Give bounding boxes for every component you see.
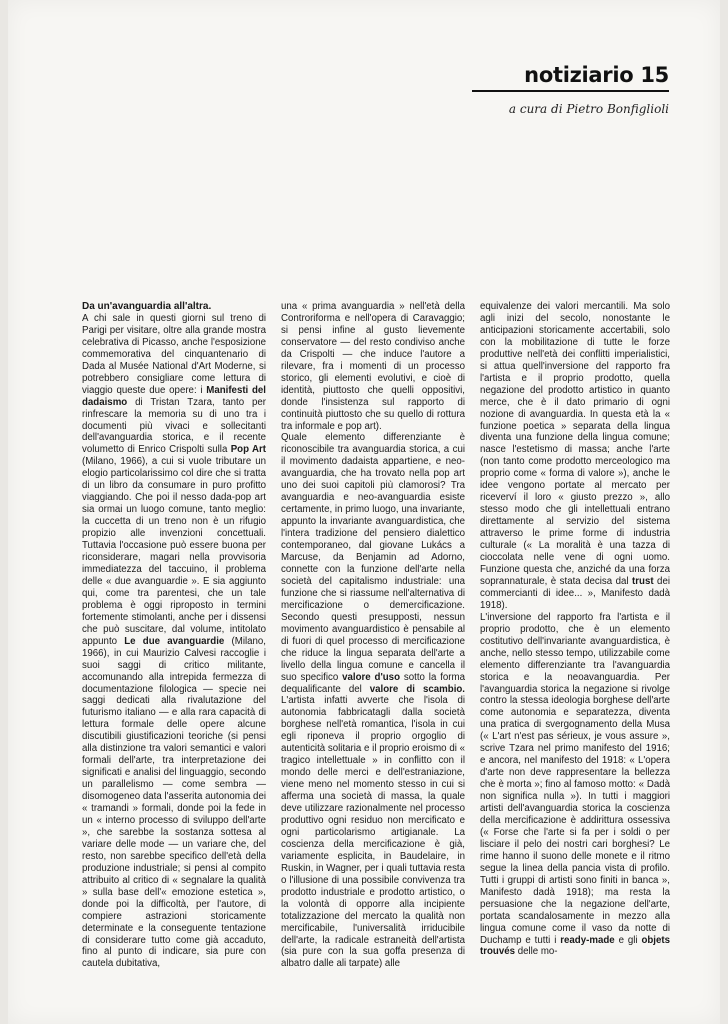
emphasized-title: objets trouvés: [480, 934, 670, 958]
text-run: L'inversione del rapporto fra l'artista e il proprio prodotto, che è un elemento costitutivo dell'invariante avanguardistica, è anche, nello stesso tempo, utilizzabile come elemento differenziante tra l'avanguardia storica e la neoavanguardia. Per l'avanguardia storica la negazione si rivolge contro la stessa ideologia borghese dell'arte come autonomia e separatezza, diventa una pratica di svergognamento della Musa (« L'art n'est pas sérieux, je vous assure », scrive Tzara nel primo manifesto del 1916; e ancora, nel manifesto del 1918: « L'opera d'arte non deve rappresentare la bellezza che è morta »; fino al famoso motto: « Dadà non significa nulla »). In tutti i maggiori artisti dell'avanguardia storica la coscienza della mercificazione è addirittura ossessiva (« Forse che l'arte si fa per i soldi o per lisciare il pelo dei nostri cari borghesi? Le rime hanno il suono delle monete e il ritmo segue la linea della pancia vista di profilo. Tutti i gruppi di artisti sono finiti in banca », Manifesto dadà 1918); ma resta la persuasione che la negazione dell'arte, portata scandalosamente in mezzo alla lingua comune come il vaso da notte di Duchamp e tutti i: [480, 611, 670, 946]
magazine-page: [8, 0, 720, 1024]
text-run: (Milano, 1966), in cui Maurizio Calvesi raccoglie i suoi saggi di critico militante, accomunando alla intrepida fermezza di documentazione filologica — specie nei saggi dedicati alla rivalutazione del futurismo italiano — e alla rara capacità di lettura formale delle opere alcune discutibili giustificazioni teoriche (si pensi alla distinzione tra valori semantici e valori formali dell'arte, tra interpretazione dei significati e analisi del linguaggio, secondo un parallelismo — come sembra — disomogeneo data l'asserita autonomia dei « tramandi » formali, donde poi la fede in un « interno processo di sviluppo dell'arte », che sarebbe la sostanza sottesa al variare delle mode — un variare che, del resto, non sarebbe specifico dell'età della produzione industriale; si pensi al compito attribuito al critico di « segnalare la qualità » sulla base dell'« emozione estetica », donde poi la difficoltà, per l'autore, di compiere astrazioni storicamente determinate e la conseguente tentazione di considerare tutto come già accaduto, fino al punto di indicare, sia pure con cautela dubitativa,: [82, 635, 266, 970]
paragraph: [281, 432, 465, 970]
text-run: dei commercianti di idee... », Manifesto dadà 1918).: [480, 575, 670, 611]
byline: a cura di Pietro Bonfiglioli: [508, 102, 669, 116]
text-run: e gli: [614, 934, 642, 946]
text-run: una « prima avanguardia » nell'età della Controriforma e nell'opera di Caravaggio; si pensi infine al gusto lievemente conservatore — del resto condiviso anche da Crispolti — che induce l'autore a rilevare, fra i momenti di un processo storico, gli elementi evolutivi, e cioè di identità, piuttosto che quelli oppositivi, donde l'insistenza sul rapporto di continuità piuttosto che su quello di rottura tra informale e pop art).: [281, 301, 465, 432]
text-run: delle mo-: [515, 946, 558, 958]
text-run: A chi sale in questi giorni sul treno di Parigi per visitare, oltre alla grande mostra celebrativa di Picasso, anche l'esposizione commemorativa del cinquantenario di Dada al Musée National d'Art Moderne, si potrebbero consigliare come lettura di viaggio queste due opere: i: [82, 312, 266, 396]
paragraph: [281, 301, 465, 432]
emphasized-title: Le due avanguardie: [124, 635, 225, 647]
text-run: sotto la forma dequalificante del: [281, 671, 465, 695]
text-column-3: [480, 301, 670, 958]
paragraph: [480, 301, 670, 612]
text-run: equivalenze dei valori mercantili. Ma solo agli inizi del secolo, nonostante le anticipazioni storicamente accertabili, solo con la mobilitazione di tutte le forze produttive nell'età dei conflitti imperialistici, si attua quell'inversione del rapporto fra l'artista e il proprio prodotto, quella negazione del prodotto artistico in quanto merce, che è il dato primario di ogni nozione di avanguardia. In questa età la « funzione poetica » separata della lingua diventa una funzione della lingua comune; nasce l'estetismo di massa; anche l'arte (non tanto come prodotto merceologico ma proprio come « forma di valore »), anche le idee vengono portate al mercato per riceverví il loro « giusto prezzo », allo stesso modo che gli intellettuali entrano direttamente al servizio del sistema attraverso le prime forme di industria culturale (« La moralità è una tazza di cioccolata nelle vene di ogni uomo. Funzione questa che, anziché da una forza soprannaturale, è stata decisa dal: [480, 301, 670, 587]
article-heading: Da un'avanguardia all'altra.: [82, 301, 212, 312]
emphasized-title: Pop Art: [230, 444, 266, 456]
emphasized-title: valore d'uso: [342, 671, 400, 683]
paragraph: [82, 313, 266, 970]
emphasized-title: Manifesti del dadaismo: [82, 384, 266, 408]
emphasized-title: valore di scambio.: [369, 683, 465, 695]
emphasized-title: trust: [632, 575, 654, 587]
title-rule: [472, 90, 669, 92]
text-run: (Milano, 1966), a cui si vuole tributare un elogio particolarissimo col dire che si tratta di un libro da consumare in puro profitto viaggiando. Che poi il nesso dada-pop art sia ormai un luogo comune, tanto meglio: la cuccetta di un treno non è un rifugio propizio alle invenzioni concettuali. Tuttavia l'occasione può essere buona per riconsiderare, magari nella provvisoria immediatezza del taccuino, il problema delle « due avanguardie ». E sia aggiunto qui, come tra parentesi, che un tale problema è oggi riproposto in termini fortemente stimolanti, anche per i dissensi che può suscitare, dal volume, intitolato appunto: [82, 456, 266, 647]
section-header: [472, 62, 669, 116]
paragraph: [480, 612, 670, 959]
emphasized-title: ready-made: [560, 934, 615, 946]
text-run: di Tristan Tzara, tanto per rinfrescare la memoria su di uno tra i documenti più vivaci e sollecitanti dell'avanguardia storica, e il recente volumetto di Enrico Crispolti sulla: [82, 396, 266, 456]
text-column-1: [82, 301, 266, 970]
text-run: L'artista infatti avverte che l'isola di autonomia fabbricatagli dalla società borghese nell'età romantica, l'isola in cui egli riponeva il proprio orgoglio di autenticità solitaria e il proprio eroismo di « tragico intellettuale » in conflitto con il mondo delle merci e dell'estraniazione, viene meno nel momento stesso in cui si afferma una società di massa, la quale deve utilizzare razionalmente nel processo produttivo ogni residuo non mercificato e ogni particolarismo artigianale. La coscienza della mercificazione è già, variamente esplicita, in Baudelaire, in Ruskin, in Wagner, per i quali tuttavia resta o l'illusione di una possibile convivenza tra prodotto industriale e prodotto artistico, o la volontà di opporre alla incipiente totalizzazione del mercato la qualità non mercificabile, l'universalità irriducibile dell'arte, la radicale estraneità dell'artista (sia pure con la sua goffa presenza di albatro dalle ali tarpate) alle: [281, 695, 465, 970]
text-column-2: [281, 301, 465, 970]
section-title: notiziario 15: [524, 63, 669, 87]
text-run: Quale elemento differenziante è riconoscibile tra avanguardia storica, a cui il movimento dadaista appartiene, e neo-avanguardia, che ha trovato nella pop art uno dei suoi capitoli più clamorosi? Tra avanguardia e neo-avanguardia esiste certamente, in primo luogo, una invariante, appunto la invariante avanguardistica, che l'intera tradizione del pensiero dialettico contemporaneo, dal giovane Lukács a Marcuse, da Benjamin ad Adorno, connette con la funzione dell'arte nella società del capitalismo industriale: una funzione che si riassume nell'alternativa di mercificazione o demercificazione. Secondo questi presupposti, nessun movimento avanguardistico è pensabile al di fuori di quel processo di mercificazione che riduce la lingua separata dell'arte a livello della lingua comune e cancella il suo specifico: [281, 432, 465, 683]
